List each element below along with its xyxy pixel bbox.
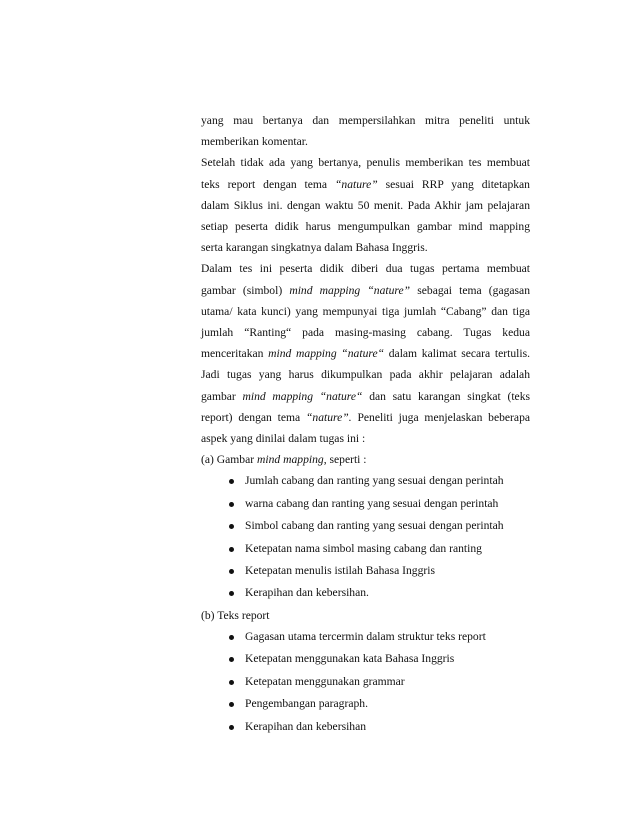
list-item	[201, 693, 530, 715]
bullet-icon	[229, 569, 234, 574]
list-item	[201, 470, 530, 492]
list-item-text: Ketepatan menggunakan grammar	[245, 674, 405, 688]
list-item-text: Kerapihan dan kebersihan	[245, 719, 367, 733]
text-line: serta karangan singkatnya dalam Bahasa Inggris.	[201, 241, 428, 255]
section-b-heading: (b) Teks report	[201, 608, 270, 622]
text-line: dalam Siklus ini. dengan waktu 50 menit. Pada Akhir jam pelajaran	[201, 198, 530, 212]
text-span: , seperti :	[323, 453, 367, 467]
section-a-list	[201, 470, 530, 604]
text-span: gambar	[201, 389, 236, 403]
bullet-icon	[229, 524, 234, 529]
list-item-text: Kerapihan dan kebersihan.	[245, 586, 369, 600]
text-span: teks report dengan tema	[201, 177, 328, 191]
list-item-text: Gagasan utama tercermin dalam struktur teks report	[245, 630, 486, 643]
list-item	[201, 560, 530, 582]
list-item-text: Ketepatan nama simbol masing cabang dan ranting	[245, 541, 482, 555]
text-span: menceritakan	[201, 347, 264, 361]
italic-term: mind mapping “nature“	[242, 389, 363, 403]
text-line: setiap peserta didik harus mengumpulkan gambar mind mapping	[201, 220, 530, 234]
text-span: sesuai RRP yang ditetapkan	[385, 177, 530, 191]
page-body	[201, 110, 530, 738]
text-line: Dalam tes ini peserta didik diberi dua tugas pertama membuat	[201, 262, 530, 276]
text-span: (a) Gambar	[201, 453, 255, 467]
bullet-icon	[229, 479, 234, 484]
list-item	[201, 515, 530, 537]
italic-term: mind mapping	[257, 453, 324, 467]
text-span: report) dengan tema	[201, 410, 301, 424]
list-item-text: Simbol cabang dan ranting yang sesuai dengan perintah	[245, 519, 504, 533]
text-line: jumlah “Ranting“ pada masing-masing cabang. Tugas kedua	[201, 326, 530, 340]
list-item	[201, 582, 530, 604]
text-line: memberikan komentar.	[201, 135, 308, 149]
bullet-icon	[229, 657, 234, 662]
paragraph-2	[201, 152, 530, 258]
text-line	[201, 343, 530, 364]
paragraph-1	[201, 110, 530, 152]
italic-term: mind mapping “nature“	[268, 347, 385, 361]
list-item	[201, 716, 530, 738]
bullet-icon	[229, 725, 234, 730]
section-a-heading	[201, 449, 530, 470]
list-item-text: Ketepatan menggunakan kata Bahasa Inggris	[245, 652, 455, 666]
text-line	[201, 280, 530, 301]
text-line: aspek yang dinilai dalam tugas ini :	[201, 432, 366, 446]
section-b-list	[201, 626, 530, 738]
text-line: yang mau bertanya dan mempersilahkan mitra peneliti untuk	[201, 114, 530, 127]
bullet-icon	[229, 702, 234, 707]
paragraph-3	[201, 258, 530, 449]
list-item	[201, 493, 530, 515]
list-item-text: Ketepatan menulis istilah Bahasa Inggris	[245, 564, 435, 578]
list-item	[201, 671, 530, 693]
text-line	[201, 174, 530, 195]
text-line	[201, 386, 530, 407]
bullet-icon	[229, 591, 234, 596]
text-line: Jadi tugas yang harus dikumpulkan pada akhir pelajaran adalah	[201, 368, 530, 382]
text-span: gambar (simbol)	[201, 283, 283, 297]
text-span: dan satu karangan singkat (teks	[369, 389, 530, 403]
italic-term: mind mapping “nature”	[289, 283, 411, 297]
text-span: dalam kalimat secara tertulis.	[388, 347, 530, 361]
list-item	[201, 538, 530, 560]
text-line	[201, 407, 530, 428]
text-span: Peneliti juga menjelaskan beberapa	[357, 410, 531, 424]
list-item-text: Jumlah cabang dan ranting yang sesuai dengan perintah	[245, 474, 504, 488]
list-item-text: Pengembangan paragraph.	[245, 697, 368, 711]
italic-term: “nature”	[334, 177, 378, 191]
bullet-icon	[229, 502, 234, 507]
text-line: utama/ kata kunci) yang mempunyai tiga jumlah “Cabang” dan tiga	[201, 304, 530, 318]
italic-term: “nature”.	[305, 410, 352, 424]
text-line: Setelah tidak ada yang bertanya, penulis memberikan tes membuat	[201, 156, 530, 170]
bullet-icon	[229, 547, 234, 552]
text-span: sebagai tema (gagasan	[417, 283, 530, 297]
bullet-icon	[229, 635, 234, 640]
list-item-text: warna cabang dan ranting yang sesuai dengan perintah	[245, 496, 499, 510]
bullet-icon	[229, 680, 234, 685]
list-item	[201, 626, 530, 648]
list-item	[201, 648, 530, 670]
